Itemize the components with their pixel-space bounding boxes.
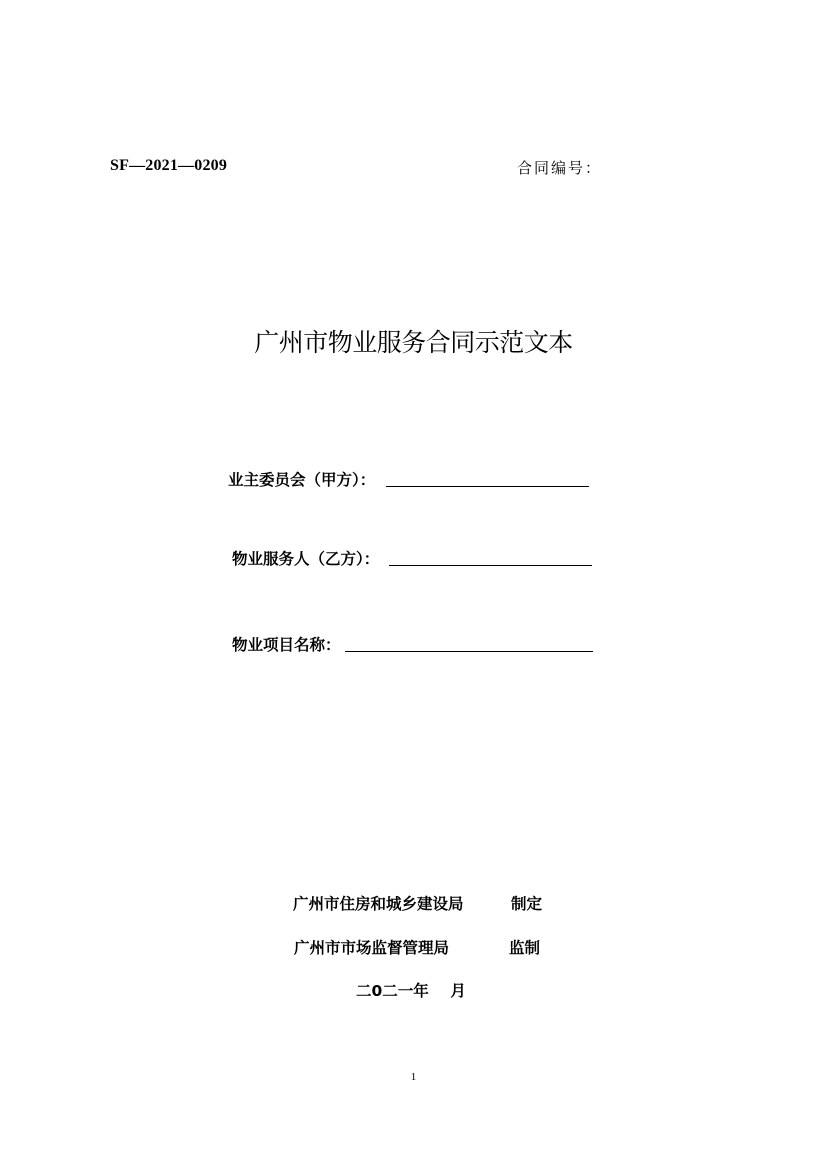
issuer-market-bureau: 广州市市场监督管理局 xyxy=(294,939,450,957)
contract-number-label: 合同编号： xyxy=(517,159,603,177)
page-number: 1 xyxy=(410,1071,417,1083)
document-code: SF—2021—0209 xyxy=(110,157,228,174)
issue-date: 二0二一年 月 xyxy=(356,982,466,1000)
party-a-blank[interactable] xyxy=(386,486,589,487)
issuer-market-role: 监制 xyxy=(509,939,541,957)
issuer-housing-role: 制定 xyxy=(511,895,543,913)
project-name-label: 物业项目名称： xyxy=(232,636,341,654)
party-a-label: 业主委员会（甲方）： xyxy=(228,471,376,489)
document-title: 广州市物业服务合同示范文本 xyxy=(254,328,573,357)
party-b-blank[interactable] xyxy=(389,565,592,566)
issuer-housing-bureau: 广州市住房和城乡建设局 xyxy=(293,895,464,913)
project-name-blank[interactable] xyxy=(345,651,593,652)
party-b-label: 物业服务人（乙方）： xyxy=(232,550,380,568)
